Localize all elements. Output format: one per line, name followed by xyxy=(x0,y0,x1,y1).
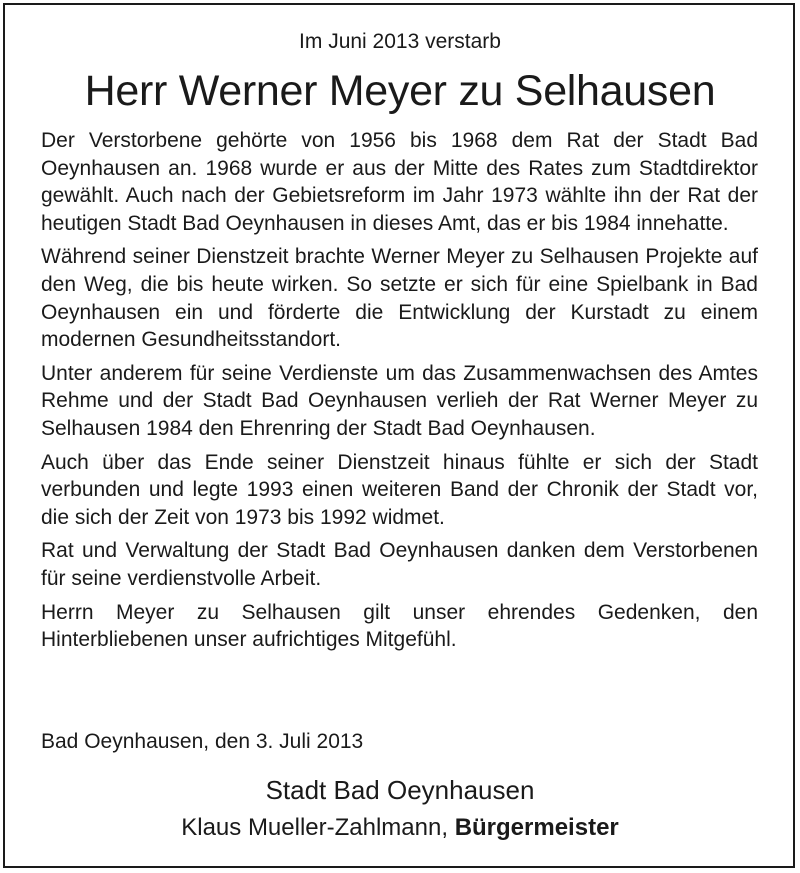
signer-title: Bürgermeister xyxy=(454,814,619,841)
signer-name: Klaus Mueller-Zahlmann, xyxy=(181,814,449,841)
organization-name: Stadt Bad Oeynhausen xyxy=(265,775,535,805)
paragraph-condolences: Herrn Meyer zu Selhausen gilt unser ehrendes Gedenken, den Hinterbliebenen unser aufrichtiges Mitgefühl. xyxy=(41,600,758,652)
notice-intro: Im Juni 2013 verstarb xyxy=(299,30,501,53)
deceased-name: Herr Werner Meyer zu Selhausen xyxy=(84,67,716,115)
paragraph-honor-ring: Unter anderem für seine Verdienste um das Zusammenwachsen des Amtes Rehme und der Stadt Bad Oeynhausen verlieh der Rat Werner Meyer zu Selhausen 1984 den Ehrenring der Stadt Bad Oeynhausen. xyxy=(41,361,758,440)
notice-body xyxy=(41,127,758,660)
paragraph-chronicle: Auch über das Ende seiner Dienstzeit hinaus fühlte er sich der Stadt verbunden und legte 1993 einen weiteren Band der Chronik der Stadt vor, die sich der Zeit von 1973 bis 1992 widmet. xyxy=(41,450,758,529)
place-date: Bad Oeynhausen, den 3. Juli 2013 xyxy=(41,730,364,753)
signature-line xyxy=(0,813,800,843)
paragraph-career: Der Verstorbene gehörte von 1956 bis 1968 dem Rat der Stadt Bad Oeynhausen an. 1968 wurde er aus der Mitte des Rates zum Stadtdirektor gewählt. Auch nach der Gebietsreform im Jahr 1973 wählte ihn der Rat der heutigen Stadt Bad Oeynhausen in dieses Amt, das er bis 1984 innehatte. xyxy=(41,129,758,235)
paragraph-achievements: Während seiner Dienstzeit brachte Werner Meyer zu Selhausen Projekte auf den Weg, die bis heute wirken. So setzte er sich für eine Spielbank in Bad Oeynhausen ein und förderte die Entwicklung der Kurstadt zu einem modernen Gesundheitsstandort. xyxy=(41,245,758,352)
paragraph-thanks: Rat und Verwaltung der Stadt Bad Oeynhausen danken dem Verstorbenen für seine verdienstvolle Arbeit. xyxy=(41,539,758,590)
